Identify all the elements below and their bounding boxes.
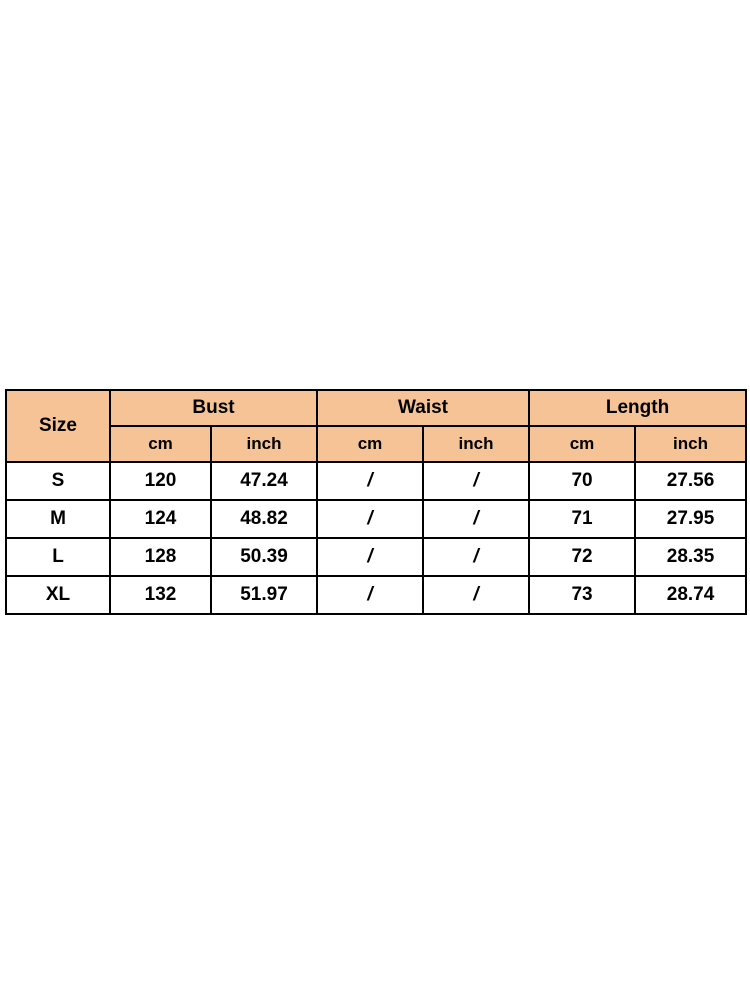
table-row <box>6 500 746 538</box>
cell-bust-inch: 51.97 <box>211 576 317 614</box>
cell-bust-cm: 124 <box>110 500 211 538</box>
header-size: Size <box>6 390 110 462</box>
header-waist: Waist <box>317 390 529 426</box>
cell-length-cm: 72 <box>529 538 635 576</box>
cell-length-cm: 70 <box>529 462 635 500</box>
cell-size: L <box>6 538 110 576</box>
table-body <box>6 462 746 614</box>
cell-waist-inch: / <box>423 500 529 538</box>
header-length: Length <box>529 390 746 426</box>
cell-size: M <box>6 500 110 538</box>
size-chart-table <box>5 389 747 615</box>
table-row <box>6 538 746 576</box>
cell-waist-inch: / <box>423 576 529 614</box>
cell-bust-cm: 120 <box>110 462 211 500</box>
table-row <box>6 462 746 500</box>
cell-length-cm: 71 <box>529 500 635 538</box>
cell-waist-cm: / <box>317 462 423 500</box>
table-row <box>6 576 746 614</box>
cell-bust-cm: 132 <box>110 576 211 614</box>
cell-bust-cm: 128 <box>110 538 211 576</box>
cell-size: S <box>6 462 110 500</box>
cell-bust-inch: 48.82 <box>211 500 317 538</box>
size-chart-container <box>5 389 745 615</box>
cell-waist-cm: / <box>317 500 423 538</box>
cell-length-inch: 27.56 <box>635 462 746 500</box>
header-bust-inch: inch <box>211 426 317 462</box>
header-length-cm: cm <box>529 426 635 462</box>
header-waist-cm: cm <box>317 426 423 462</box>
cell-length-cm: 73 <box>529 576 635 614</box>
header-row-units <box>6 426 746 462</box>
cell-length-inch: 28.35 <box>635 538 746 576</box>
header-bust-cm: cm <box>110 426 211 462</box>
cell-size: XL <box>6 576 110 614</box>
header-row-groups <box>6 390 746 426</box>
header-waist-inch: inch <box>423 426 529 462</box>
cell-waist-cm: / <box>317 576 423 614</box>
cell-bust-inch: 47.24 <box>211 462 317 500</box>
cell-length-inch: 27.95 <box>635 500 746 538</box>
cell-length-inch: 28.74 <box>635 576 746 614</box>
cell-waist-inch: / <box>423 462 529 500</box>
cell-bust-inch: 50.39 <box>211 538 317 576</box>
header-bust: Bust <box>110 390 317 426</box>
table-header <box>6 390 746 462</box>
cell-waist-inch: / <box>423 538 529 576</box>
cell-waist-cm: / <box>317 538 423 576</box>
header-length-inch: inch <box>635 426 746 462</box>
